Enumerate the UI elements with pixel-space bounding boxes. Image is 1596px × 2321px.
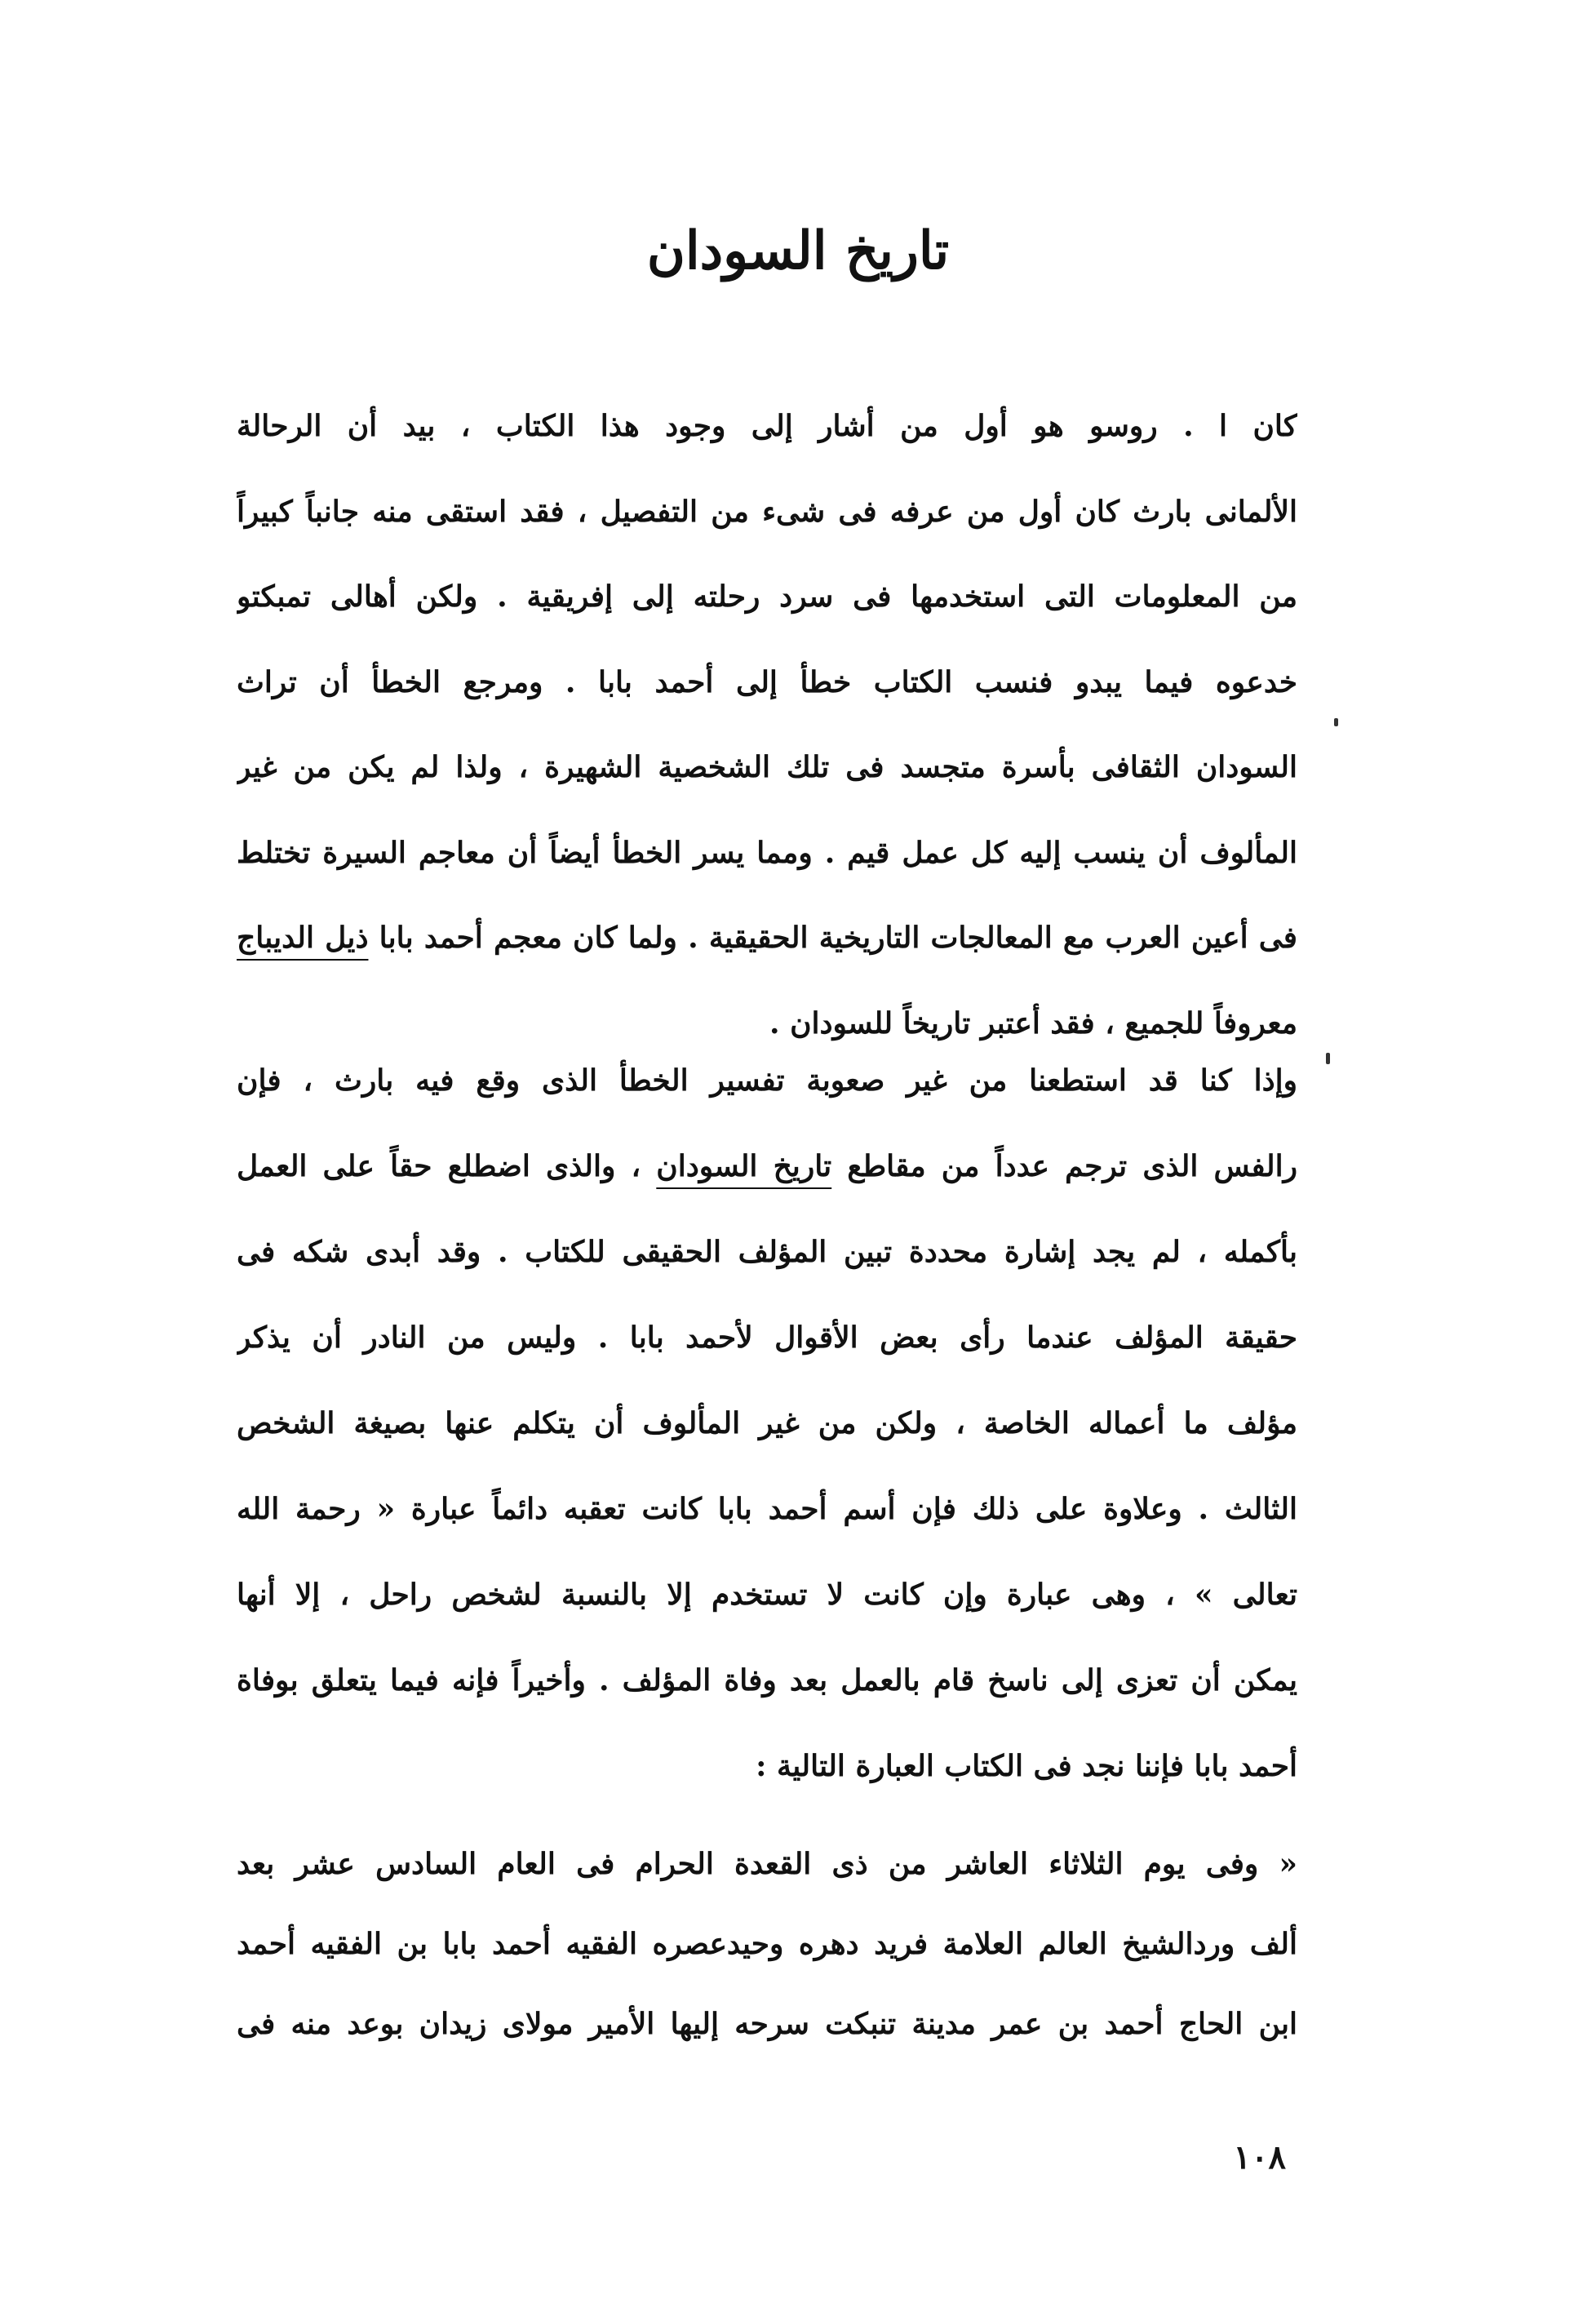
paragraph-2: [237, 1038, 1297, 1809]
text-line: معروفاً للجميع ، فقد أعتبر تاريخاً للسودان .: [769, 1005, 1297, 1041]
paragraph-1: [237, 384, 1297, 1066]
text-line: خدعوه فيما يبدو فنسب الكتاب خطأ إلى أحمد بابا . ومرجع الخطأ أن تراث: [237, 664, 1297, 699]
text-line: تعالى » ، وهى عبارة وإن كانت لا تستخدم إلا بالنسبة لشخص راحل ، إلا أنها: [237, 1578, 1297, 1612]
margin-mark: [1326, 1053, 1330, 1064]
text-line: الألمانى بارث كان أول من عرفه فى شىء من التفصيل ، فقد استقى منه جانباً كبيراً: [237, 494, 1297, 529]
text-line: « وفى يوم الثلاثاء العاشر من ذى القعدة الحرام فى العام السادس عشر بعد: [237, 1847, 1297, 1881]
text-line: الثالث . وعلاوة على ذلك فإن أسم أحمد بابا كانت تعقبه دائماً عبارة « رحمة الله: [237, 1492, 1297, 1526]
text-line: حقيقة المؤلف عندما رأى بعض الأقوال لأحمد بابا . وليس من النادر أن يذكر: [237, 1320, 1297, 1355]
underlined-book-title: تاريخ السودان: [656, 1149, 832, 1183]
text-line: بأكمله ، لم يجد إشارة محددة تبين المؤلف الحقيقى للكتاب . وقد أبدى شكه فى: [237, 1235, 1297, 1269]
margin-mark: [1334, 718, 1338, 726]
text-line: من المعلومات التى استخدمها فى سرد رحلته إلى إفريقية . ولكن أهالى تمبكتو: [237, 579, 1297, 614]
text-segment: فى أعين العرب مع المعالجات التاريخية الحقيقية . ولما كان معجم أحمد بابا: [368, 921, 1297, 955]
text-segment: رالفس الذى ترجم عدداً من مقاطع: [831, 1149, 1297, 1183]
text-line: كان ا . روسو هو أول من أشار إلى وجود هذا الكتاب ، بيد أن الرحالة: [237, 409, 1297, 443]
quoted-paragraph: [237, 1824, 1297, 2064]
text-line: السودان الثقافى بأسرة متجسد فى تلك الشخصية الشهيرة ، ولذا لم يكن من غير: [237, 750, 1297, 784]
text-line: المألوف أن ينسب إليه كل عمل قيم . ومما يسر الخطأ أيضاً أن معاجم السيرة تختلط: [237, 835, 1297, 870]
text-line: أحمد بابا فإننا نجد فى الكتاب العبارة التالية :: [756, 1749, 1297, 1783]
text-line: ألف وردالشيخ العالم العلامة فريد دهره وحيدعصره الفقيه أحمد بابا بن الفقيه أحمد: [237, 1927, 1297, 1961]
text-line: [237, 895, 1297, 981]
text-line: وإذا كنا قد استطعنا من غير صعوبة تفسير الخطأ الذى وقع فيه بارث ، فإن: [237, 1063, 1297, 1098]
text-line: يمكن أن تعزى إلى ناسخ قام بالعمل بعد وفاة المؤلف . وأخيراً فإنه فيما يتعلق بوفاة: [237, 1663, 1297, 1697]
page-number: ١٠٨: [1233, 2138, 1286, 2177]
text-line: ابن الحاج أحمد بن عمر مدينة تنبكت سرحه إليها الأمير مولاى زيدان بوعد منه فى: [237, 2007, 1297, 2041]
underlined-book-title: ذيل الديباج: [237, 921, 369, 955]
page-title: تاريخ السودان: [646, 220, 950, 282]
text-segment: ، والذى اضطلع حقاً على العمل: [237, 1149, 657, 1183]
text-line: [237, 1124, 1297, 1209]
text-line: مؤلف ما أعماله الخاصة ، ولكن من غير المألوف أن يتكلم عنها بصيغة الشخص: [237, 1406, 1297, 1440]
